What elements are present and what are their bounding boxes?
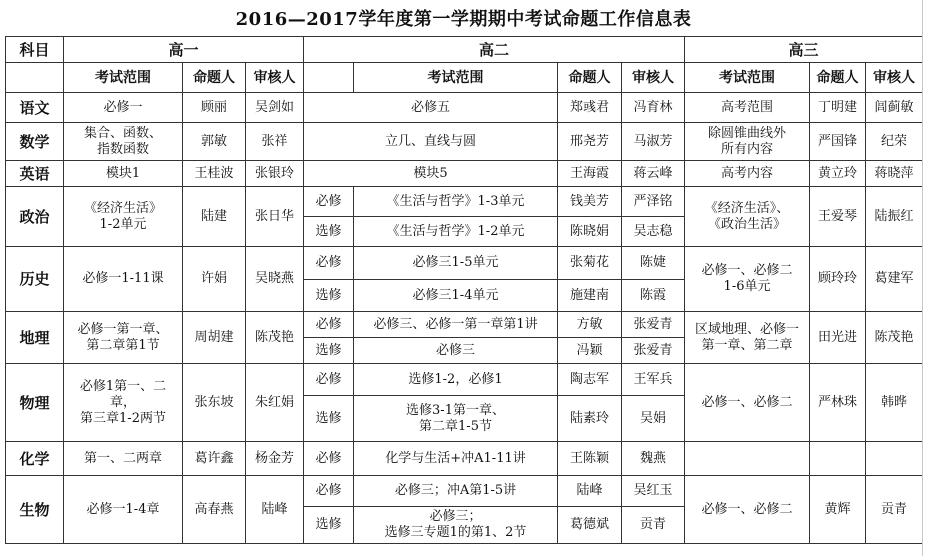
- g2-type-cell: 选修: [304, 507, 354, 544]
- g3-reviewer-cell: 纪荣: [866, 123, 923, 161]
- g3-scope-cell: [685, 442, 810, 476]
- subject-header: 科目: [6, 37, 64, 63]
- g2-scope-cell: 必修五: [304, 93, 558, 123]
- g1-reviewer-cell: 张祥: [246, 123, 304, 161]
- g2-type-cell: 必修: [304, 364, 354, 396]
- g2-reviewer-cell: 张爱青: [622, 338, 685, 364]
- g3-author-cell: 黄立玲: [810, 161, 866, 187]
- g3-author-cell: 黄辉: [810, 476, 866, 544]
- g2-type-cell: 必修: [304, 312, 354, 338]
- g3-reviewer-cell: 闾蓟敏: [866, 93, 923, 123]
- g2-reviewer-cell: 陈婕: [622, 247, 685, 280]
- g1-reviewer-cell: 吴晓燕: [246, 247, 304, 312]
- g3-author-cell: 严林珠: [810, 364, 866, 442]
- g2-type-cell: 选修: [304, 396, 354, 442]
- g3-reviewer-cell: [866, 442, 923, 476]
- g3-scope-cell: 《经济生活》、 《政治生活》: [685, 187, 810, 247]
- g2-author-cell: 施建南: [558, 280, 622, 312]
- g1-reviewer-cell: 陆峰: [246, 476, 304, 544]
- g2-author-cell: 方敏: [558, 312, 622, 338]
- g1-author-header: 命题人: [183, 63, 246, 93]
- g1-reviewer-cell: 张日华: [246, 187, 304, 247]
- g2-author-cell: 葛德斌: [558, 507, 622, 544]
- g2-reviewer-cell: 马淑芳: [622, 123, 685, 161]
- table-row-english: [6, 161, 923, 187]
- g1-author-cell: 高春燕: [183, 476, 246, 544]
- g2-author-cell: 郑彧君: [558, 93, 622, 123]
- g3-scope-cell: 高考内容: [685, 161, 810, 187]
- g3-scope-cell: 区域地理、必修一 第一章、第二章: [685, 312, 810, 364]
- g2-author-cell: 冯颖: [558, 338, 622, 364]
- g3-author-cell: 顾玲玲: [810, 247, 866, 312]
- g2-reviewer-cell: 严泽铭: [622, 187, 685, 217]
- g2-type-cell: 选修: [304, 338, 354, 364]
- g2-reviewer-cell: 陈霞: [622, 280, 685, 312]
- empty-cell: [304, 63, 354, 93]
- g2-reviewer-cell: 张爱青: [622, 312, 685, 338]
- subject-cell: 物理: [6, 364, 64, 442]
- g2-author-cell: 王海霞: [558, 161, 622, 187]
- g3-reviewer-cell: 韩晔: [866, 364, 923, 442]
- g2-scope-cell: 模块5: [304, 161, 558, 187]
- g2-author-cell: 陆峰: [558, 476, 622, 507]
- table-row-geography: [6, 312, 923, 338]
- grade1-header: 高一: [64, 37, 304, 63]
- table-row-chinese: [6, 93, 923, 123]
- g2-reviewer-header: 审核人: [622, 63, 685, 93]
- g1-scope-cell: 必修一1-4章: [64, 476, 183, 544]
- g1-scope-header: 考试范围: [64, 63, 183, 93]
- g1-reviewer-cell: 张银玲: [246, 161, 304, 187]
- sheet-gridline: [922, 0, 923, 556]
- table-subheader-row: [6, 63, 923, 93]
- table-header-row: [6, 37, 923, 63]
- g1-author-cell: 王桂波: [183, 161, 246, 187]
- g2-scope-cell: 必修三: [354, 338, 558, 364]
- subject-cell: 化学: [6, 442, 64, 476]
- g1-scope-cell: 必修1第一、二 章， 第三章1-2两节: [64, 364, 183, 442]
- g2-scope-cell: 选修3-1第一章、 第二章1-5节: [354, 396, 558, 442]
- g1-reviewer-header: 审核人: [246, 63, 304, 93]
- g1-author-cell: 许娟: [183, 247, 246, 312]
- g2-scope-header: 考试范围: [354, 63, 558, 93]
- g2-type-cell: 必修: [304, 247, 354, 280]
- g2-author-cell: 邢尧芳: [558, 123, 622, 161]
- g2-author-header: 命题人: [558, 63, 622, 93]
- g2-author-cell: 张菊花: [558, 247, 622, 280]
- g2-scope-cell: 《生活与哲学》1-2单元: [354, 217, 558, 247]
- subject-cell: 语文: [6, 93, 64, 123]
- g1-scope-cell: 第一、二两章: [64, 442, 183, 476]
- g2-author-cell: 陆素玲: [558, 396, 622, 442]
- g2-type-cell: 选修: [304, 217, 354, 247]
- g1-reviewer-cell: 吴剑如: [246, 93, 304, 123]
- g2-type-cell: 必修: [304, 442, 354, 476]
- g1-scope-cell: 模块1: [64, 161, 183, 187]
- g3-scope-cell: 必修一、必修二 1-6单元: [685, 247, 810, 312]
- g2-scope-cell: 必修三1-5单元: [354, 247, 558, 280]
- g2-author-cell: 王陈颖: [558, 442, 622, 476]
- g1-scope-cell: 必修一: [64, 93, 183, 123]
- subject-cell: 地理: [6, 312, 64, 364]
- g1-author-cell: 葛许鑫: [183, 442, 246, 476]
- page-title: 2016—2017学年度第一学期期中考试命题工作信息表: [235, 9, 692, 30]
- g2-reviewer-cell: 蒋云峰: [622, 161, 685, 187]
- g1-author-cell: 顾丽: [183, 93, 246, 123]
- exam-info-table: [5, 36, 923, 544]
- g3-reviewer-cell: 陆振红: [866, 187, 923, 247]
- g1-scope-cell: 必修一1-11课: [64, 247, 183, 312]
- g3-scope-cell: 除圆锥曲线外 所有内容: [685, 123, 810, 161]
- subject-cell: 生物: [6, 476, 64, 544]
- g3-reviewer-header: 审核人: [866, 63, 923, 93]
- g3-scope-header: 考试范围: [685, 63, 810, 93]
- g2-scope-cell: 必修三1-4单元: [354, 280, 558, 312]
- g3-reviewer-cell: 贡青: [866, 476, 923, 544]
- g1-scope-cell: 必修一第一章、 第二章第1节: [64, 312, 183, 364]
- table-row-chemistry: [6, 442, 923, 476]
- g1-scope-cell: 集合、函数、 指数函数: [64, 123, 183, 161]
- g2-reviewer-cell: 吴娟: [622, 396, 685, 442]
- g3-author-cell: 丁明建: [810, 93, 866, 123]
- g3-reviewer-cell: 葛建军: [866, 247, 923, 312]
- g2-type-cell: 必修: [304, 187, 354, 217]
- g3-author-cell: [810, 442, 866, 476]
- subject-cell: 政治: [6, 187, 64, 247]
- g2-author-cell: 陈晓娟: [558, 217, 622, 247]
- g2-reviewer-cell: 贡青: [622, 507, 685, 544]
- subject-cell: 历史: [6, 247, 64, 312]
- subject-cell: 英语: [6, 161, 64, 187]
- g3-author-cell: 王爱琴: [810, 187, 866, 247]
- g2-scope-cell: 必修三； 选修三专题1的第1、2节: [354, 507, 558, 544]
- g3-scope-cell: 必修一、必修二: [685, 364, 810, 442]
- g3-author-cell: 田光进: [810, 312, 866, 364]
- g2-type-cell: 选修: [304, 280, 354, 312]
- g3-author-cell: 严国锋: [810, 123, 866, 161]
- g3-scope-cell: 高考范围: [685, 93, 810, 123]
- g3-author-header: 命题人: [810, 63, 866, 93]
- g1-author-cell: 陆建: [183, 187, 246, 247]
- g1-reviewer-cell: 朱红娟: [246, 364, 304, 442]
- table-row-history: [6, 247, 923, 280]
- g1-scope-cell: 《经济生活》 1-2单元: [64, 187, 183, 247]
- g2-reviewer-cell: 冯育林: [622, 93, 685, 123]
- g2-scope-cell: 《生活与哲学》1-3单元: [354, 187, 558, 217]
- g1-author-cell: 张东坡: [183, 364, 246, 442]
- g1-author-cell: 郭敏: [183, 123, 246, 161]
- g2-scope-cell: 必修三；冲A第1-5讲: [354, 476, 558, 507]
- subject-cell: 数学: [6, 123, 64, 161]
- table-row-math: [6, 123, 923, 161]
- grade3-header: 高三: [685, 37, 923, 63]
- table-row-politics: [6, 187, 923, 217]
- g3-scope-cell: 必修一、必修二: [685, 476, 810, 544]
- g2-reviewer-cell: 魏燕: [622, 442, 685, 476]
- g2-author-cell: 钱美芳: [558, 187, 622, 217]
- g3-reviewer-cell: 蒋晓萍: [866, 161, 923, 187]
- g1-reviewer-cell: 杨金芳: [246, 442, 304, 476]
- g1-reviewer-cell: 陈茂艳: [246, 312, 304, 364]
- g2-scope-cell: 化学与生活+冲A1-11讲: [354, 442, 558, 476]
- g3-reviewer-cell: 陈茂艳: [866, 312, 923, 364]
- g1-author-cell: 周胡建: [183, 312, 246, 364]
- g2-type-cell: 必修: [304, 476, 354, 507]
- table-row-biology: [6, 476, 923, 507]
- g2-scope-cell: 必修三、必修一第一章第1讲: [354, 312, 558, 338]
- g2-author-cell: 陶志军: [558, 364, 622, 396]
- g2-scope-cell: 选修1-2，必修1: [354, 364, 558, 396]
- g2-reviewer-cell: 吴志稳: [622, 217, 685, 247]
- g2-reviewer-cell: 王军兵: [622, 364, 685, 396]
- empty-cell: [6, 63, 64, 93]
- grade2-header: 高二: [304, 37, 685, 63]
- g2-reviewer-cell: 吴红玉: [622, 476, 685, 507]
- g2-scope-cell: 立几、直线与圆: [304, 123, 558, 161]
- table-row-physics: [6, 364, 923, 396]
